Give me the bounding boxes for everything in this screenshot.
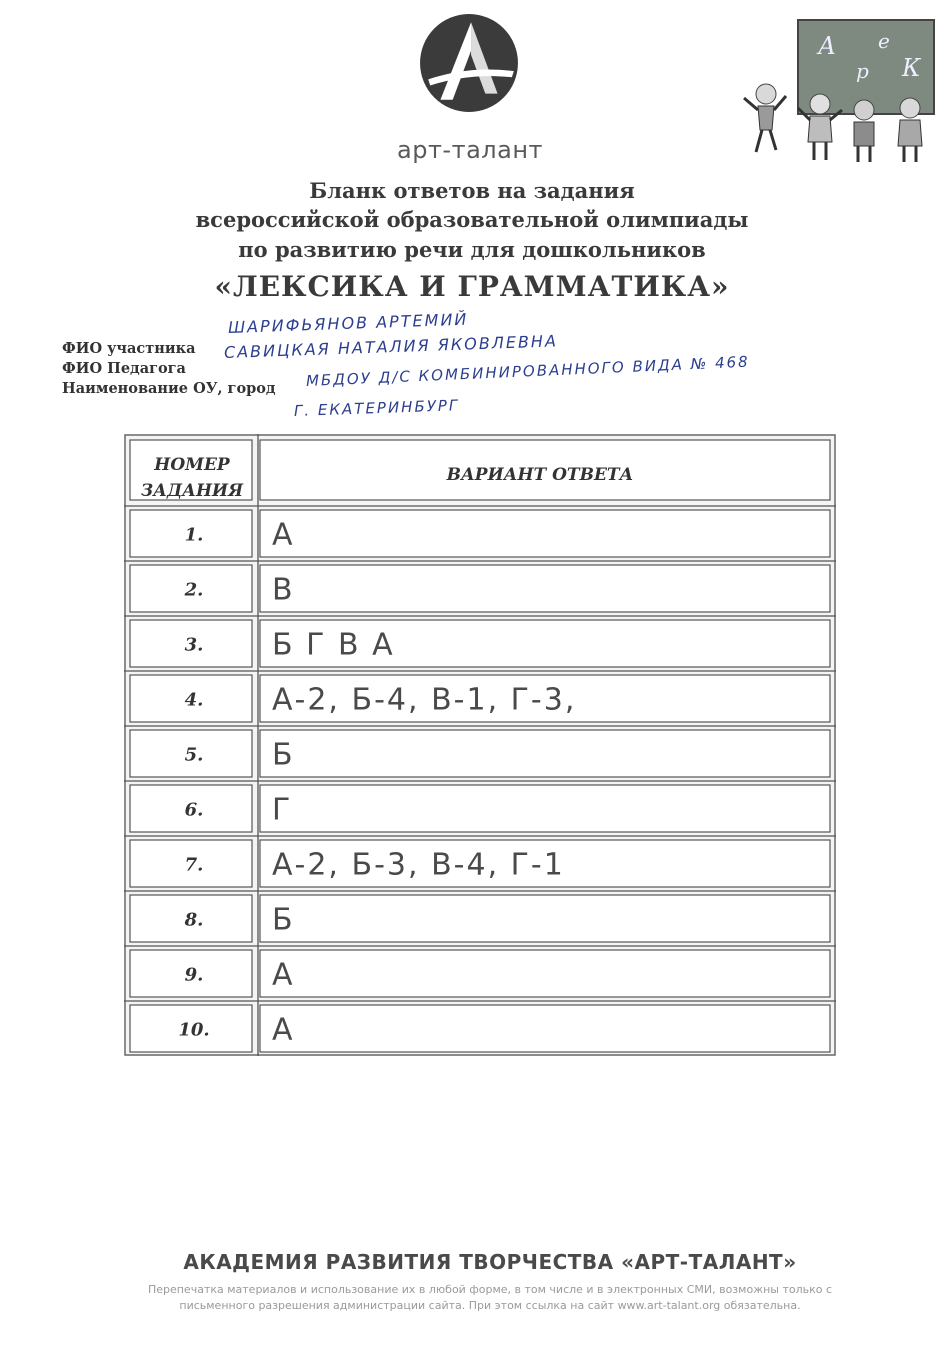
participant-label: ФИО участника <box>62 340 196 357</box>
answer-handwritten: А <box>272 1012 295 1048</box>
task-number: 10. <box>178 1019 210 1041</box>
task-number: 7. <box>184 854 204 876</box>
answer-handwritten: А <box>272 957 295 993</box>
blackboard-letter: А <box>818 32 837 60</box>
blackboard-letter: е <box>878 29 890 53</box>
answer-handwritten: Б <box>272 902 295 938</box>
task-number: 2. <box>184 579 204 601</box>
art-talant-logo <box>418 12 520 114</box>
task-number: 3. <box>184 634 204 656</box>
answer-handwritten: А-2, Б-4, В-1, Г-3, <box>272 682 577 718</box>
task-number: 4. <box>184 689 204 711</box>
olympiad-name: «ЛЕКСИКА И ГРАММАТИКА» <box>214 270 730 303</box>
city-handwritten: Г. ЕКАТЕРИНБУРГ <box>293 396 460 420</box>
task-number: 9. <box>184 964 204 986</box>
participant-name-handwritten: ШАРИФЬЯНОВ АРТЕМИЙ <box>227 309 469 337</box>
footer-title: АКАДЕМИЯ РАЗВИТИЯ ТВОРЧЕСТВА «АРТ-ТАЛАНТ» <box>183 1250 797 1274</box>
form-title-line-1: Бланк ответов на задания <box>309 178 635 203</box>
brand-name: арт-талант <box>397 136 543 164</box>
answer-handwritten: Б Г В А <box>272 627 395 663</box>
task-number: 5. <box>184 744 204 766</box>
institution-handwritten: МБДОУ Д/С КОМБИНИРОВАННОГО ВИДА № 468 <box>305 352 751 390</box>
footer-copyright-note <box>100 1282 880 1314</box>
answer-handwritten: Г <box>272 792 293 828</box>
answer-handwritten: Б <box>272 737 295 773</box>
institution-label: Наименование ОУ, город <box>62 380 276 397</box>
form-title-line-2: всероссийской образовательной олимпиады <box>195 207 749 232</box>
teacher-name-handwritten: САВИЦКАЯ НАТАЛИЯ ЯКОВЛЕВНА <box>223 331 559 362</box>
task-number: 8. <box>184 909 204 931</box>
blackboard-letter: К <box>902 54 921 82</box>
form-title-line-3: по развитию речи для дошкольников <box>238 237 706 262</box>
footer-note-line-2: письменного разрешения администрации сайта. При этом ссылка на сайт www.art-talant.org обязательна. <box>179 1299 801 1312</box>
answer-handwritten: А <box>272 517 295 553</box>
answer-handwritten: А-2, Б-3, В-4, Г-1 <box>272 847 565 883</box>
header-number-line-1: НОМЕР <box>154 455 230 475</box>
task-number: 1. <box>184 524 204 546</box>
header-answer: ВАРИАНТ ОТВЕТА <box>446 465 634 485</box>
footer-note-line-1: Перепечатка материалов и использование их в любой форме, в том числе и в электронных СМИ, возможны только с <box>147 1283 833 1296</box>
blackboard-letter: р <box>856 59 869 83</box>
answer-handwritten: В <box>272 572 295 608</box>
answer-table <box>124 434 836 1056</box>
task-number: 6. <box>184 799 204 821</box>
header-number-line-2: ЗАДАНИЯ <box>140 481 244 501</box>
teacher-label: ФИО Педагога <box>62 360 186 377</box>
children-blackboard-illustration <box>738 14 938 164</box>
